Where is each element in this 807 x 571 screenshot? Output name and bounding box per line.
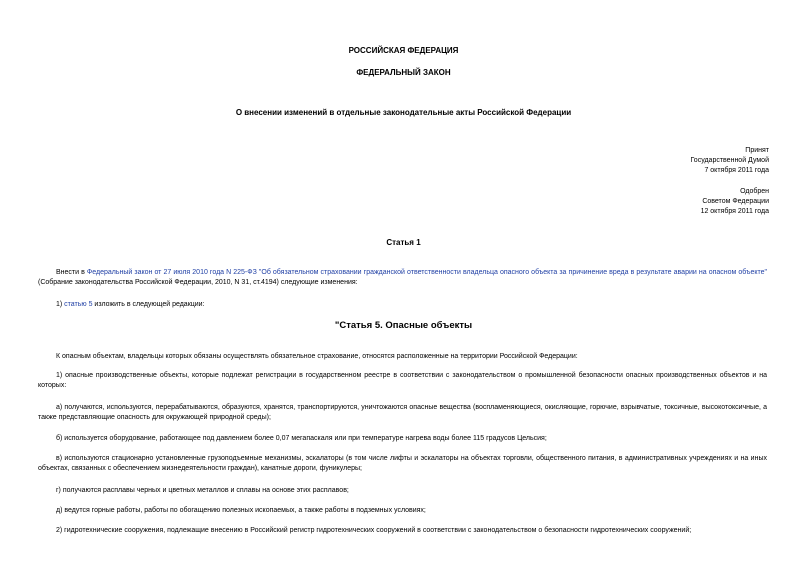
article-5-item-1d: д) ведутся горные работы, работы по обогащению полезных ископаемых, а также работы в подземных условиях; (56, 507, 426, 514)
article-5-item-1: 1) опасные производственные объекты, которые подлежат регистрации в государственном реестре в соответствии с законодательством о промышленной безопасности опасных производственных объектов и на которых: (38, 372, 767, 389)
law-title: О внесении изменений в отдельные законодательные акты Российской Федерации (235, 108, 572, 117)
duma-line-2: Государственной Думой (690, 157, 769, 164)
duma-line-3: 7 октября 2011 года (704, 167, 769, 174)
intro-suffix: (Собрание законодательства Российской Федерации, 2010, N 31, ст.4194) следующие изменения: (38, 279, 358, 286)
article-5-link[interactable]: статью 5 (64, 301, 93, 308)
council-line-2: Советом Федерации (702, 198, 769, 205)
council-line-1: Одобрен (740, 188, 769, 195)
article-5-item-1g: г) получаются расплавы черных и цветных металлов и сплавы на основе этих расплавов; (56, 487, 349, 494)
duma-adoption (569, 146, 769, 176)
item-1-prefix: 1) (56, 301, 65, 308)
country-heading: РОССИЙСКАЯ ФЕДЕРАЦИЯ (348, 46, 459, 55)
article-1-item-1 (38, 300, 767, 310)
article-5-paragraph-intro: К опасным объектам, владельцы которых обязаны осуществлять обязательное страхование, относятся расположенные на территории Российской Федерации: (56, 353, 578, 360)
article-5-heading: "Статья 5. Опасные объекты (334, 320, 473, 331)
duma-line-1: Принят (745, 147, 769, 154)
federal-law-link[interactable]: Федеральный закон от 27 июля 2010 года N 225-ФЗ "Об обязательном страховании гражданской ответственности владельца опасного объекта за причинение вреда в результате аварии на опасном объекте" (86, 269, 767, 276)
article-5-item-2: 2) гидротехнические сооружения, подлежащие внесению в Российский регистр гидротехнических сооружений в соответствии с законодательством о безопасности гидротехнических сооружений; (56, 527, 692, 534)
article-5-item-1a: а) получаются, используются, перерабатываются, образуются, хранятся, транспортируются, уничтожаются опасные вещества (воспламеняющиеся, окисляющие, горючие, взрывчатые, токсичные, высокотоксичные, а также представляющие опасность для окружающей природной среды); (38, 404, 767, 421)
doc-type-heading: ФЕДЕРАЛЬНЫЙ ЗАКОН (356, 68, 451, 77)
article-1-heading: Статья 1 (386, 238, 421, 247)
item-1-suffix: изложить в следующей редакции: (92, 301, 205, 308)
intro-prefix: Внести в (56, 269, 87, 276)
article-5-item-1v: в) используются стационарно установленные грузоподъемные механизмы, эскалаторы (в том числе лифты и эскалаторы на объектах торговли, общественного питания, в административных учреждениях и на иных объектах, связанных с обеспечением жизнедеятельности граждан), канатные дороги, фуникулеры; (38, 455, 767, 472)
council-line-3: 12 октября 2011 года (700, 208, 769, 215)
article-1-intro (38, 268, 767, 288)
article-5-item-1b: б) используется оборудование, работающее под давлением более 0,07 мегапаскаля или при температуре нагрева воды более 115 градусов Цельсия; (56, 435, 547, 442)
council-approval (569, 187, 769, 217)
